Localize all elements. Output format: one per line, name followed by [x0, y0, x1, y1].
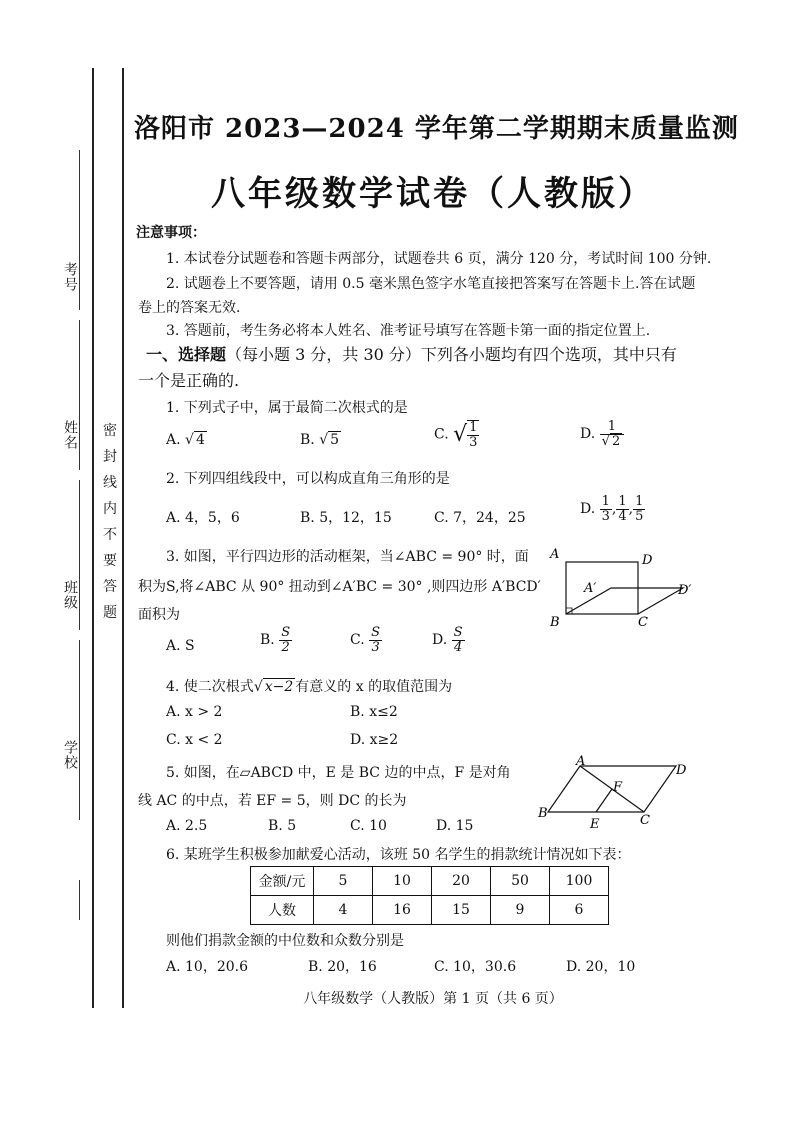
school-blank — [79, 640, 80, 820]
table-row — [251, 867, 609, 896]
q4-option-a: A. x > 2 — [166, 704, 223, 720]
q6-option-d: D. 20，10 — [566, 959, 636, 975]
fraction — [467, 420, 479, 449]
numerator: S — [453, 625, 463, 640]
point-label: A′ — [584, 581, 597, 596]
q1-option-b: B. √ 5 — [300, 432, 340, 448]
point-label: A — [550, 547, 560, 562]
table-cell: 50 — [491, 867, 550, 896]
q5-parallelogram-figure — [536, 754, 716, 832]
table-row — [251, 896, 609, 925]
radicand: 5 — [330, 432, 340, 448]
question-3-stem: 积为S,将∠ABC 从 90° 扭动到∠A′BC = 30° ,则四边形 A′BCD′ — [138, 579, 541, 595]
question-3-stem: 面积为 — [138, 607, 180, 623]
point-label: C — [638, 615, 648, 630]
table-cell: 100 — [550, 867, 609, 896]
notice-item: 1. 本试卷分试题卷和答题卡两部分，试题卷共 6 页，满分 120 分，考试时间 100 分钟. — [166, 251, 712, 267]
seal-char: 内 — [103, 501, 117, 517]
q6-option-a: A. 10，20.6 — [166, 959, 248, 975]
point-label: B — [550, 615, 560, 630]
table-cell: 人数 — [251, 896, 314, 925]
point-label: D — [642, 553, 653, 568]
denominator: 2 — [281, 639, 290, 655]
option-label: B. — [300, 432, 315, 448]
numerator: 1 — [618, 494, 627, 509]
fraction — [452, 626, 465, 654]
denominator: 3 — [601, 508, 610, 524]
point-label: F — [613, 780, 623, 795]
table-cell: 15 — [432, 896, 491, 925]
notice-item: 卷上的答案无效. — [138, 300, 241, 316]
donation-table — [250, 866, 609, 925]
q3-option-d — [432, 626, 465, 654]
table-cell: 5 — [314, 867, 373, 896]
seal-char: 答 — [103, 579, 117, 595]
section-heading-line — [146, 342, 677, 365]
question-4-stem: 4. 使二次根式√ x−2 有意义的 x 的取值范围为 — [166, 679, 453, 695]
question-6-prompt: 则他们捐款金额的中位数和众数分别是 — [166, 933, 404, 949]
option-label: D. — [580, 426, 596, 443]
option-label: C. — [434, 426, 449, 443]
option-label: A. — [166, 432, 181, 448]
question-6-stem: 6. 某班学生积极参加献爱心活动，该班 50 名学生的捐款统计情况如下表： — [166, 847, 631, 863]
q6-option-b: B. 20，16 — [308, 959, 377, 975]
q1-option-d — [580, 420, 624, 448]
q6-option-c: C. 10，30.6 — [434, 959, 517, 975]
seal-char: 不 — [103, 527, 117, 543]
fraction — [633, 495, 645, 523]
notice-item: 3. 答题前，考生务必将本人姓名、准考证号填写在答题卡第一面的指定位置上. — [166, 323, 651, 339]
q3-option-b — [260, 626, 292, 654]
fraction — [369, 626, 382, 654]
point-label: E — [590, 817, 600, 832]
notice-item: 2. 试题卷上不要答题，请用 0.5 毫米黑色签字水笔直接把答案写在答题卡上.答在试题 — [166, 276, 696, 292]
table-cell: 20 — [432, 867, 491, 896]
q2-option-a: A. 4，5，6 — [166, 510, 240, 526]
table-cell: 6 — [550, 896, 609, 925]
stem-text: 4. 使二次根式 — [166, 679, 254, 695]
table-cell: 16 — [373, 896, 432, 925]
seal-char: 密 — [103, 423, 117, 439]
question-5-stem: 线 AC 的中点，若 EF = 5，则 DC 的长为 — [138, 793, 407, 809]
numerator: 1 — [469, 420, 478, 435]
seal-char: 要 — [103, 553, 117, 569]
fraction — [279, 626, 292, 654]
notice-heading: 注意事项： — [136, 225, 206, 241]
extra-blank — [79, 880, 80, 920]
section-description: （每小题 3 分，共 30 分）下列各小题均有四个选项，其中只有 — [226, 345, 677, 364]
point-label: A — [576, 754, 586, 769]
question-1-stem: 1. 下列式子中，属于最简二次根式的是 — [166, 400, 408, 416]
seal-char: 题 — [103, 605, 117, 621]
fraction — [600, 495, 612, 523]
numerator: 1 — [601, 494, 610, 509]
option-label: D. — [432, 632, 448, 649]
point-label: D — [676, 763, 687, 778]
table-cell: 9 — [491, 896, 550, 925]
table-cell: 4 — [314, 896, 373, 925]
table-cell: 10 — [373, 867, 432, 896]
name-label: 姓名 — [62, 420, 78, 450]
question-3-stem: 3. 如图，平行四边形的活动框架，当∠ABC = 90° 时，面 — [166, 549, 529, 565]
numerator: 1 — [635, 494, 644, 509]
q4-option-b: B. x≤2 — [350, 704, 398, 720]
fraction — [600, 420, 625, 448]
table-cell: 金额/元 — [251, 867, 314, 896]
point-label: D′ — [678, 583, 692, 598]
radicand: 4 — [195, 432, 205, 448]
q4-option-d: D. x≥2 — [350, 732, 399, 748]
q2-option-c: C. 7，24，25 — [434, 510, 526, 526]
school-label: 学校 — [62, 740, 78, 770]
exam-title: 洛阳市 2023—2024 学年第二学期期末质量监测 — [134, 114, 739, 144]
option-label: D. — [580, 501, 596, 518]
exam-subtitle: 八年级数学试卷（人教版） — [211, 174, 655, 214]
numerator: 1 — [600, 420, 625, 435]
q3-option-c — [350, 626, 382, 654]
page-footer: 八年级数学（人教版）第 1 页（共 6 页） — [303, 991, 563, 1007]
denominator: 3 — [371, 639, 380, 655]
radicand: 2 — [611, 433, 621, 449]
radicand: x−2 — [264, 679, 294, 695]
point-label: B — [538, 806, 548, 821]
seal-char: 线 — [103, 475, 117, 491]
q3-option-a: A. S — [166, 638, 195, 654]
numerator: S — [371, 625, 381, 640]
section-description-cont: 一个是正确的. — [138, 371, 240, 390]
q4-option-c: C. x < 2 — [166, 732, 223, 748]
q2-option-d: D. $\frac{1}{3}$ , $\frac{1}{4}$ , $\frac{1}{5}$ — [580, 494, 644, 524]
q5-option-d: D. 15 — [436, 818, 474, 834]
numerator: S — [281, 625, 291, 640]
stem-text: 有意义的 x 的取值范围为 — [295, 679, 453, 695]
q5-option-a: A. 2.5 — [166, 818, 208, 834]
fraction — [616, 495, 628, 523]
denominator: √ 2 — [601, 433, 621, 449]
q5-option-c: C. 10 — [350, 818, 387, 834]
seal-char: 封 — [103, 449, 117, 465]
exam-id-label: 考号 — [62, 262, 78, 292]
q1-option-a: A. √ 4 — [166, 432, 205, 448]
question-2-stem: 2. 下列四组线段中，可以构成直角三角形的是 — [166, 471, 450, 487]
denominator: 4 — [453, 639, 463, 655]
point-label: C — [640, 813, 650, 828]
q1-option-c: C. √ $\frac{1}{3}$ — [434, 420, 478, 450]
denominator: 4 — [618, 508, 627, 524]
q2-option-b: B. 5，12，15 — [300, 510, 392, 526]
denominator: 3 — [469, 434, 478, 450]
option-label: B. — [260, 632, 275, 649]
segment-ef — [596, 789, 612, 812]
q3-parallelogram-figure — [544, 542, 704, 632]
section-heading: 一、选择题 — [146, 345, 227, 364]
denominator: 5 — [635, 508, 644, 524]
class-label: 班级 — [62, 580, 78, 610]
q5-option-b: B. 5 — [268, 818, 297, 834]
option-label: C. — [350, 632, 365, 649]
question-5-stem: 5. 如图，在▱ABCD 中，E 是 BC 边的中点，F 是对角 — [166, 765, 511, 781]
